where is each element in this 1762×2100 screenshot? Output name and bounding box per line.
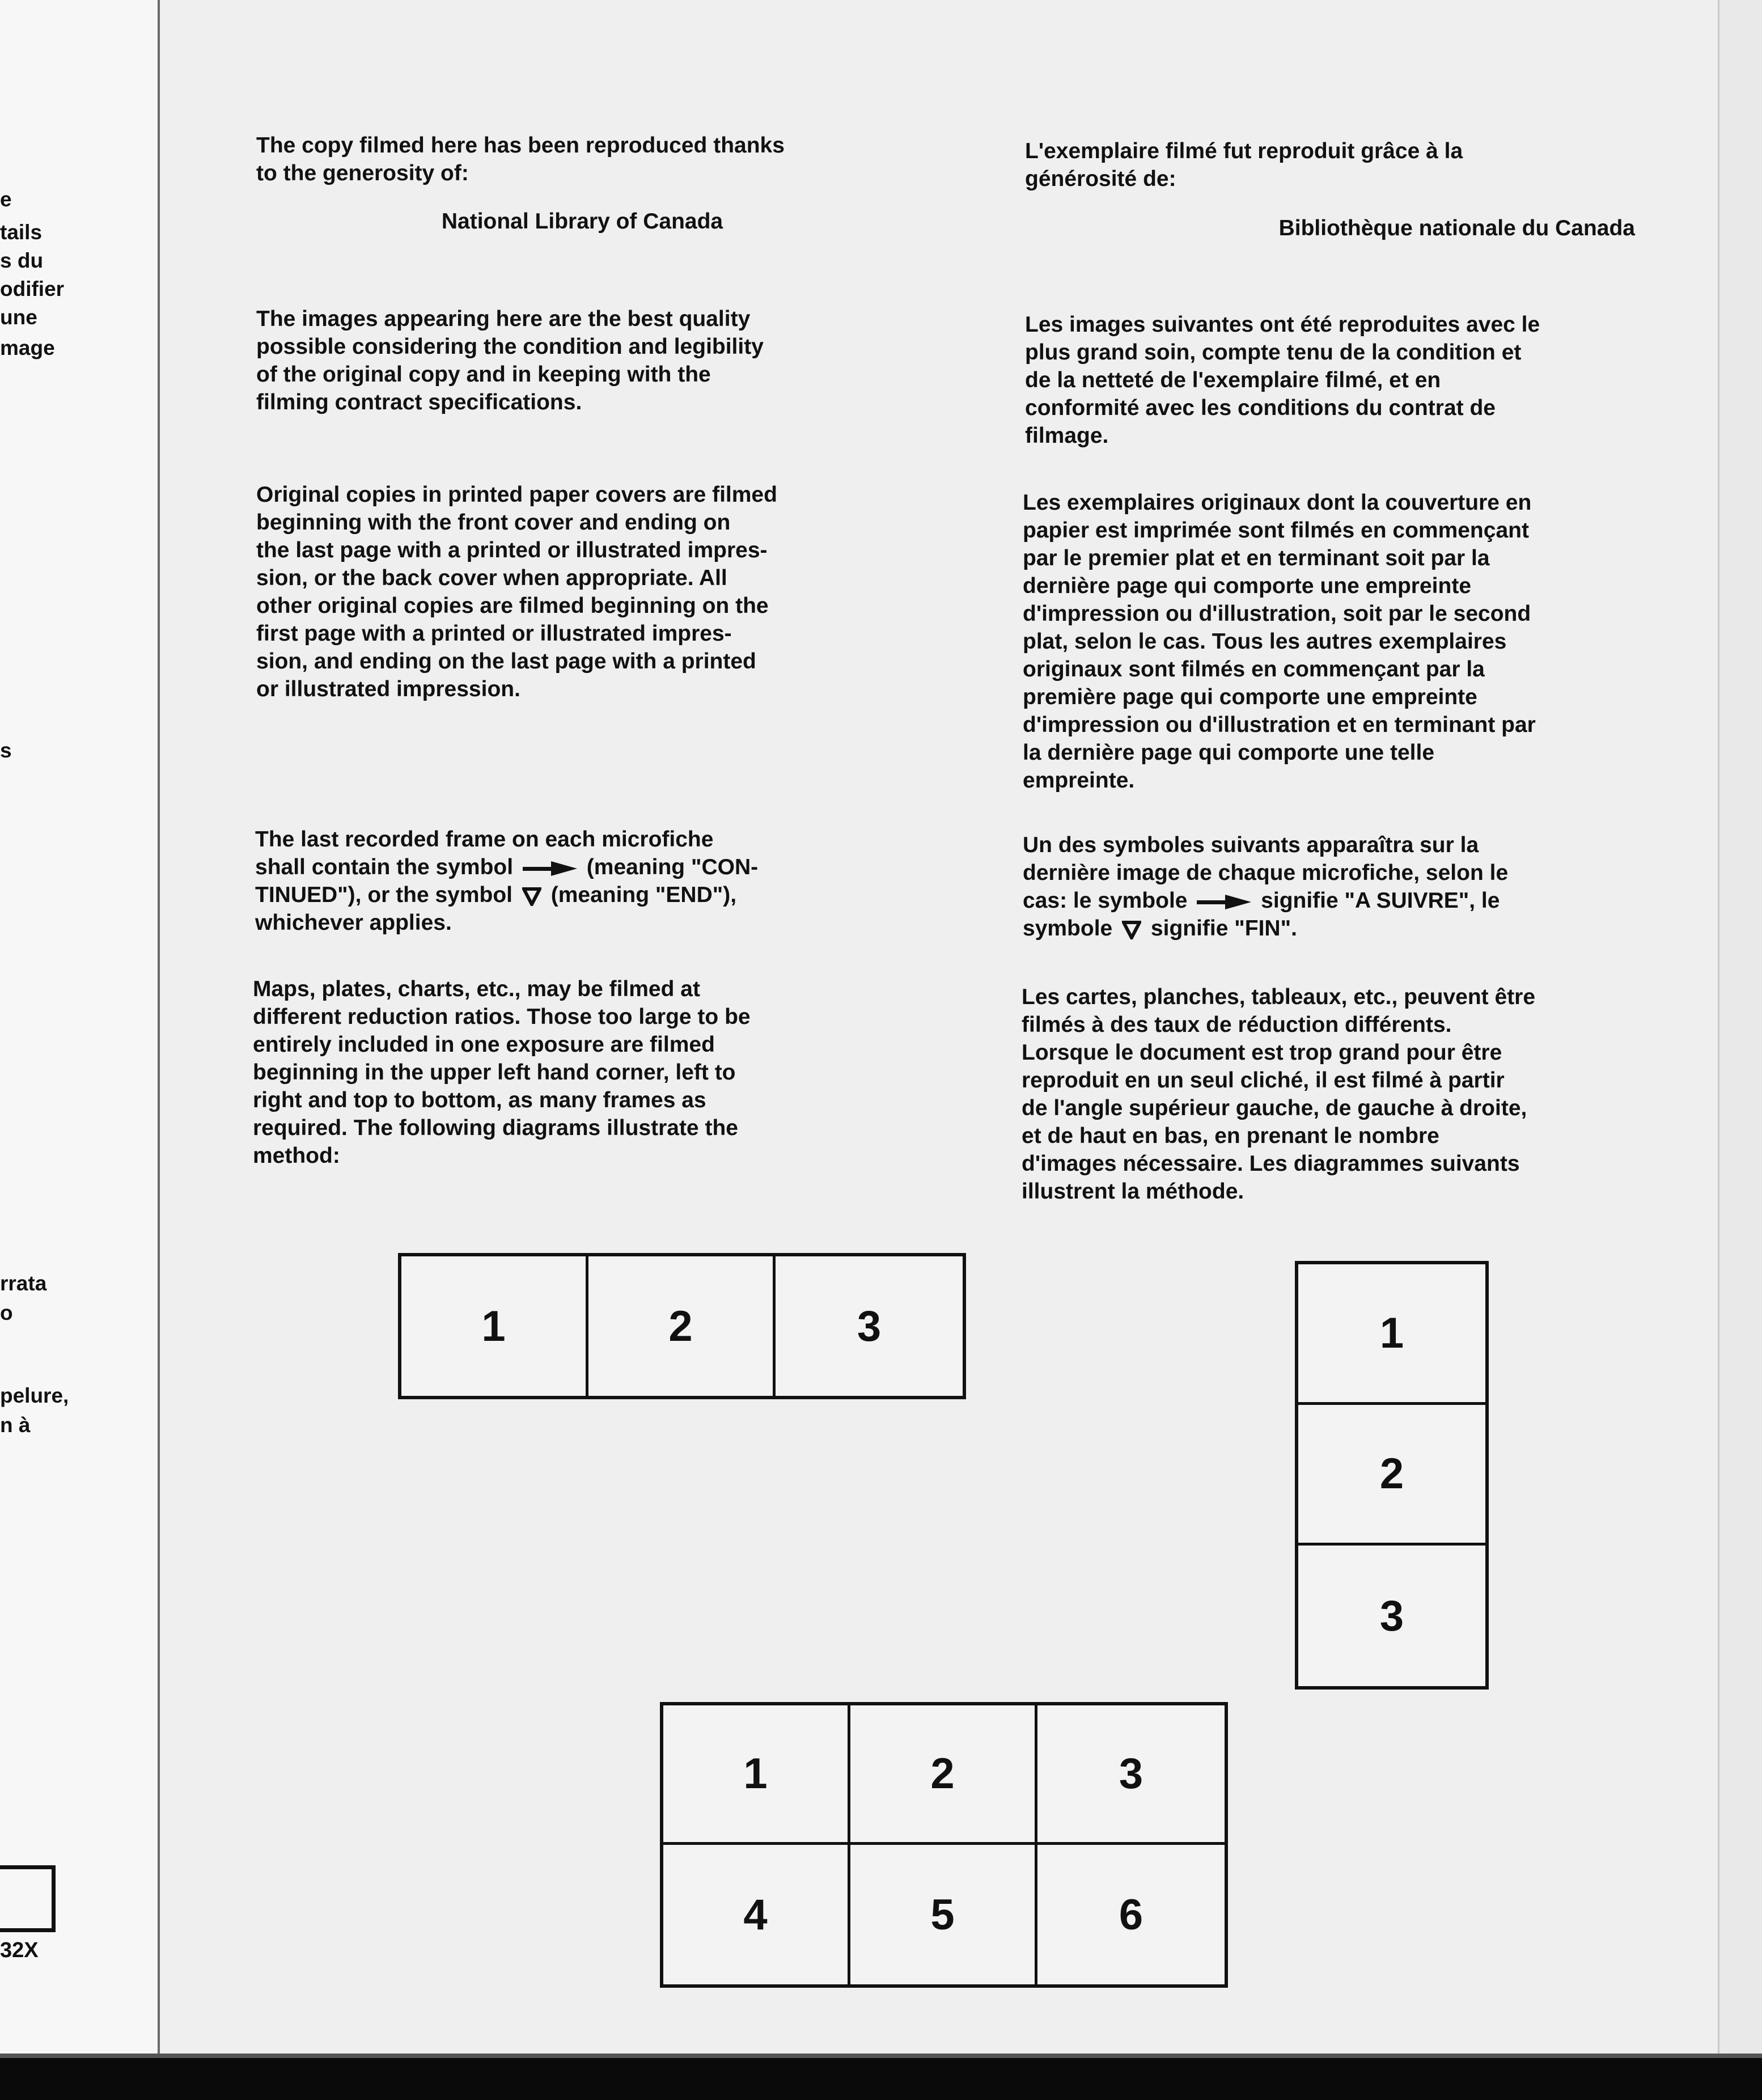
fragment-line: s du (0, 249, 44, 272)
english-originals-text: Original copies in printed paper covers are filmed beginning with the front cover and ending on the last page with a printed or illustrated impres- sion, or the back cover when appropriate. All other original copies are filmed beginning on the first page with a printed or illustrated impres- sion, and ending on the last page with a printed or illustrated impression. (256, 482, 777, 701)
french-maps-text: Les cartes, planches, tableaux, etc., peuvent être filmés à des taux de réduction différents. Lorsque le document est trop grand pour être reproduit en un seul cliché, il est filmé à partir de l'angle supérieur gauche, de gauche à droite, et de haut en bas, en prenant le nombre d'images nécessaire. Les diagrammes suivants illustrent la méthode. (1022, 985, 1536, 1204)
english-institution-text: National Library of Canada (441, 209, 723, 234)
bottom-dark-band (0, 2058, 1762, 2100)
english-symbols-paragraph (255, 825, 913, 937)
frame-cell: 1 (663, 1705, 850, 1845)
frame-cell: 3 (1379, 1591, 1404, 1640)
fragment-line: s (0, 739, 12, 762)
english-quality-text: The images appearing here are the best quality possible considering the condition and legibility of the original copy and in keeping with the filming contract specifications. (256, 307, 764, 414)
frame-cell: 1 (1298, 1264, 1485, 1405)
french-quality-paragraph (1025, 311, 1649, 450)
french-institution-text: Bibliothèque nationale du Canada (1278, 216, 1635, 240)
english-maps-paragraph (253, 975, 910, 1170)
frame-cell: 2 (1298, 1405, 1485, 1546)
fragment-line: rrata (0, 1272, 47, 1295)
frame-cell: 6 (1119, 1890, 1143, 1939)
english-intro-text: The copy filmed here has been reproduced thanks to the generosity of: (256, 133, 785, 185)
frame-cell: 5 (850, 1845, 1037, 1984)
frame-cell: 1 (401, 1256, 588, 1396)
english-symbols-line-3 (255, 881, 913, 909)
triangle-down-icon (522, 887, 541, 906)
french-maps-paragraph (1022, 983, 1651, 1205)
fragment-line: pelure, (0, 1384, 69, 1407)
french-intro (1025, 137, 1643, 193)
fragment-line: odifier (0, 277, 65, 300)
french-intro-text: L'exemplaire filmé fut reproduit grâce à la générosité de: (1025, 139, 1463, 191)
french-symbols-line-2: dernière image de chaque microfiche, selon le (1023, 861, 1509, 885)
fragment-line: tails (0, 221, 43, 244)
fragment-line: mage (0, 336, 55, 359)
english-symbols-line-4: whichever applies. (255, 911, 452, 935)
frame-cell: 3 (857, 1302, 882, 1350)
english-symbols-line-2 (255, 853, 913, 881)
fragment-line: o (0, 1301, 13, 1324)
english-maps-text: Maps, plates, charts, etc., may be filmed at different reduction ratios. Those too large to be entirely included in one exposure are filmed beginning in the upper left hand corner, left to right and top to bottom, as many frames as required. The following diagrams illustrate the method: (253, 977, 751, 1168)
arrow-right-icon (1197, 894, 1251, 911)
triangle-down-icon (1122, 920, 1141, 939)
fragment-box (0, 1865, 56, 1932)
french-symbols-line-1: Un des symboles suivants apparaîtra sur la (1023, 833, 1479, 857)
french-symbols-line-3 (1023, 887, 1646, 914)
bottom-edge-line (0, 2054, 1762, 2058)
frame-cell: 3 (1037, 1705, 1225, 1845)
diagram-row-of-three (398, 1253, 966, 1399)
french-originals-text: Les exemplaires originaux dont la couverture en papier est imprimée sont filmés en commençant par le premier plat et en terminant soit par la dernière page qui comporte une empreinte d'impression ou d'illustration, soit par le second plat, selon le cas. Tous les autres exemplaires originaux sont filmés en commençant par la première page qui comporte une empreinte d'impression ou d'illustration et en terminant par la dernière page qui comporte une telle empreinte. (1023, 490, 1536, 793)
english-symbols-line-3a: TINUED"), or the symbol (255, 883, 513, 907)
french-symbols-paragraph (1023, 831, 1646, 942)
frame-cell: 2 (850, 1705, 1037, 1845)
french-symbols-line-4 (1023, 914, 1646, 942)
diagram-grid-of-six (660, 1702, 1228, 1988)
french-symbols-line-4a: symbole (1023, 916, 1113, 941)
english-symbols-line-3b: (meaning "END"), (550, 883, 737, 907)
fragment-line: n à (0, 1413, 31, 1437)
right-page-edge (1718, 0, 1762, 2058)
english-symbols-line-2b: (meaning "CON- (586, 855, 759, 879)
fragment-box-label: 32X (0, 1938, 39, 1962)
french-institution (1025, 214, 1635, 242)
english-originals-paragraph (256, 481, 914, 703)
english-institution (256, 208, 908, 235)
frame-cell: 4 (663, 1845, 850, 1984)
french-quality-text: Les images suivantes ont été reproduites avec le plus grand soin, compte tenu de la condition et de la netteté de l'exemplaire filmé, et en conformité avec les conditions du contrat de filmage. (1025, 312, 1540, 448)
fragment-line: une (0, 306, 37, 329)
english-symbols-line-1: The last recorded frame on each microfiche (255, 827, 714, 852)
frame-cell: 2 (588, 1256, 776, 1396)
english-intro (256, 132, 914, 187)
french-symbols-line-3b: signifie "A SUIVRE", le (1261, 888, 1500, 913)
english-quality-paragraph (256, 305, 914, 416)
fragment-line: e (0, 188, 12, 211)
english-symbols-line-2a: shall contain the symbol (255, 855, 514, 879)
diagram-column-of-three (1295, 1261, 1489, 1690)
french-symbols-line-3a: cas: le symbole (1023, 888, 1188, 913)
left-page-fragment (0, 0, 160, 2058)
french-originals-paragraph (1023, 489, 1646, 794)
french-symbols-line-4b: signifie "FIN". (1150, 916, 1297, 941)
arrow-right-icon (523, 860, 577, 877)
